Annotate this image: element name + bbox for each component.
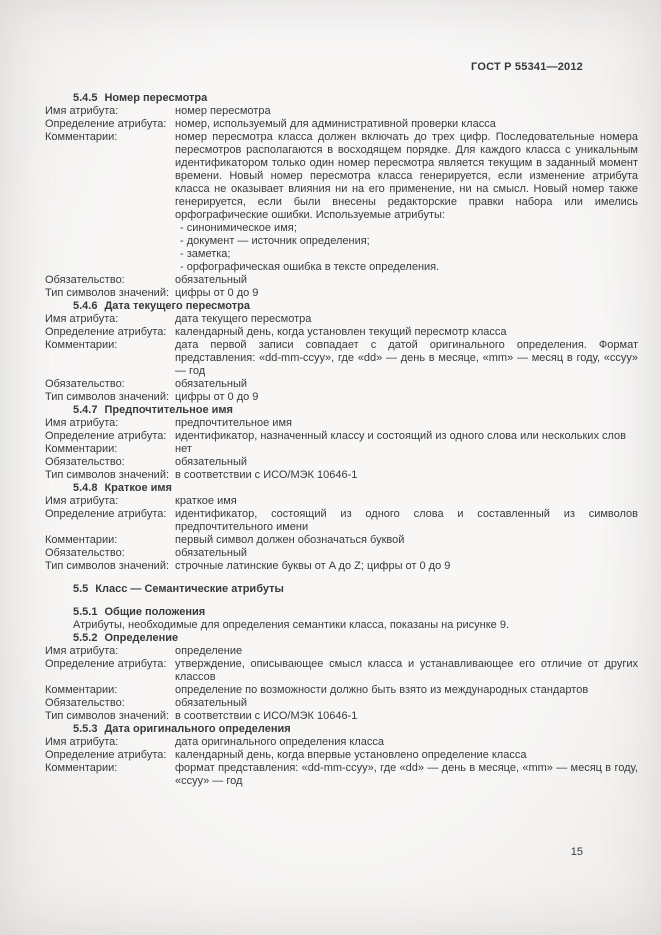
attribute-value-text: в соответствии с ИСО/МЭК 10646-1 — [175, 469, 358, 481]
attribute-row — [45, 456, 638, 469]
attribute-value-text: обязательный — [175, 697, 247, 709]
attribute-row — [45, 391, 638, 404]
attribute-value — [175, 534, 638, 547]
attribute-value-text: обязательный — [175, 378, 247, 390]
attribute-value — [175, 645, 638, 658]
attribute-value-text: номер пересмотра — [175, 105, 271, 117]
heading-number: 5.5.1 — [73, 606, 98, 618]
attribute-value-text: определение — [175, 645, 243, 657]
dash-list — [175, 222, 638, 274]
section-heading — [45, 300, 638, 313]
attribute-value-text: номер пересмотра класса должен включать до трех цифр. Последовательные номера пересмотров располагаются в восходящем порядке. Для каждого класса с уникальным идентификатором только один номер пересмотра является текущим в заданный момент времени. Новый номер пересмотра класса генерируется, если изменение атрибута класса не оказывает влияния ни на его применение, ни на смысл. Новый номер также генерируется, если были внесены редакторские правки набора или имелись орфографические ошибки. Используемые атрибуты: — [175, 131, 638, 221]
attribute-value-text: идентификатор, назначенный классу и состоящий из одного слова или нескольких слов — [175, 430, 627, 442]
attribute-value-text: идентификатор, состоящий из одного слова и составленный из символов предпочтительного имени — [175, 508, 638, 533]
attribute-label: Комментарии: — [45, 131, 118, 143]
attribute-label: Комментарии: — [45, 684, 118, 696]
attribute-value-text: нет — [175, 443, 192, 455]
attribute-value-text: первый символ должен обозначаться буквой — [175, 534, 405, 546]
attribute-value — [175, 274, 638, 287]
attribute-label: Комментарии: — [45, 762, 118, 774]
attribute-label: Имя атрибута: — [45, 313, 119, 325]
attribute-value-text: дата оригинального определения класса — [175, 736, 384, 748]
attribute-row — [45, 495, 638, 508]
dash-list-item: - синонимическое имя; — [180, 222, 297, 234]
section-heading — [45, 404, 638, 417]
attribute-label: Комментарии: — [45, 443, 118, 455]
attribute-value — [175, 443, 638, 456]
heading-title: Определение — [104, 632, 179, 644]
attribute-label: Тип символов значений: — [45, 560, 170, 572]
attribute-label: Имя атрибута: — [45, 645, 119, 657]
attribute-row — [45, 534, 638, 547]
attribute-value — [175, 456, 638, 469]
section-heading — [45, 606, 638, 619]
attribute-label: Обязательство: — [45, 697, 125, 709]
attribute-value — [175, 339, 638, 378]
attribute-row — [45, 274, 638, 287]
attribute-label: Имя атрибута: — [45, 105, 119, 117]
attribute-row — [45, 469, 638, 482]
attribute-row — [45, 131, 638, 274]
document-content — [45, 92, 638, 788]
attribute-value-text: краткое имя — [175, 495, 237, 507]
attribute-value — [175, 417, 638, 430]
attribute-value — [175, 287, 638, 300]
attribute-value — [175, 105, 638, 118]
heading-title: Общие положения — [104, 606, 206, 618]
attribute-value — [175, 326, 638, 339]
attribute-row — [45, 547, 638, 560]
heading-title: Класс — Семантические атрибуты — [95, 583, 284, 595]
heading-number: 5.4.5 — [73, 92, 98, 104]
heading-number: 5.5.2 — [73, 632, 98, 644]
attribute-row — [45, 710, 638, 723]
heading-title: Дата текущего пересмотра — [104, 300, 250, 312]
body-paragraph: Атрибуты, необходимые для определения семантики класса, показаны на рисунке 9. — [73, 619, 510, 631]
attribute-row — [45, 684, 638, 697]
heading-number: 5.4.8 — [73, 482, 98, 494]
attribute-value-text: строчные латинские буквы от A до Z; цифры от 0 до 9 — [175, 560, 451, 572]
attribute-row — [45, 658, 638, 684]
attribute-value-text: утверждение, описывающее смысл класса и устанавливающее его отличие от других классов — [175, 658, 638, 683]
attribute-row — [45, 417, 638, 430]
attribute-label: Обязательство: — [45, 547, 125, 559]
attribute-label: Определение атрибута: — [45, 658, 167, 670]
attribute-row — [45, 645, 638, 658]
attribute-row — [45, 736, 638, 749]
attribute-row — [45, 378, 638, 391]
dash-list-item: - документ — источник определения; — [180, 235, 370, 247]
standard-designation: ГОСТ Р 55341—2012 — [471, 61, 583, 73]
page-footer — [571, 846, 583, 858]
attribute-value — [175, 118, 638, 131]
attribute-label: Обязательство: — [45, 378, 125, 390]
attribute-value-text: календарный день, когда установлен текущий пересмотр класса — [175, 326, 507, 338]
attribute-row — [45, 339, 638, 378]
attribute-value — [175, 684, 638, 697]
attribute-value — [175, 430, 638, 443]
attribute-value-text: дата текущего пересмотра — [175, 313, 312, 325]
attribute-value — [175, 749, 638, 762]
attribute-label: Определение атрибута: — [45, 118, 167, 130]
dash-list-item: - заметка; — [180, 248, 231, 260]
attribute-row — [45, 105, 638, 118]
attribute-value — [175, 710, 638, 723]
attribute-value — [175, 313, 638, 326]
attribute-value — [175, 736, 638, 749]
attribute-row — [45, 762, 638, 788]
attribute-label: Определение атрибута: — [45, 508, 167, 520]
heading-number: 5.5.3 — [73, 723, 98, 735]
attribute-value-text: календарный день, когда впервые установлено определение класса — [175, 749, 527, 761]
attribute-row — [45, 287, 638, 300]
attribute-label: Имя атрибута: — [45, 495, 119, 507]
attribute-value — [175, 391, 638, 404]
attribute-value — [175, 560, 638, 573]
attribute-value — [175, 658, 638, 684]
heading-title: Номер пересмотра — [104, 92, 208, 104]
attribute-row — [45, 749, 638, 762]
attribute-label: Определение атрибута: — [45, 430, 167, 442]
attribute-value-text: определение по возможности должно быть взято из международных стандартов — [175, 684, 589, 696]
section-heading — [45, 92, 638, 105]
section-heading — [45, 482, 638, 495]
dash-list-item: - орфографическая ошибка в тексте определения. — [180, 261, 440, 273]
attribute-value — [175, 469, 638, 482]
section-heading — [45, 632, 638, 645]
attribute-row — [45, 326, 638, 339]
attribute-value-text: дата первой записи совпадает с датой оригинального определения. Формат представления: «dd-mm-ccyy», где «dd» — день в месяце, «mm» — месяц в году, «ccyy» — год — [175, 339, 638, 377]
attribute-label: Тип символов значений: — [45, 391, 170, 403]
attribute-label: Тип символов значений: — [45, 469, 170, 481]
attribute-label: Тип символов значений: — [45, 710, 170, 722]
attribute-value — [175, 697, 638, 710]
attribute-value-text: обязательный — [175, 456, 247, 468]
heading-number: 5.5 — [73, 583, 89, 595]
attribute-value-text: номер, используемый для административной проверки класса — [175, 118, 496, 130]
attribute-label: Комментарии: — [45, 534, 118, 546]
attribute-value — [175, 131, 638, 274]
attribute-row — [45, 313, 638, 326]
attribute-label: Обязательство: — [45, 274, 125, 286]
attribute-value — [175, 378, 638, 391]
attribute-label: Определение атрибута: — [45, 326, 167, 338]
heading-title: Предпочтительное имя — [104, 404, 233, 416]
attribute-value-text: предпочтительное имя — [175, 417, 292, 429]
attribute-row — [45, 560, 638, 573]
attribute-value-text: в соответствии с ИСО/МЭК 10646-1 — [175, 710, 358, 722]
attribute-value — [175, 495, 638, 508]
heading-number: 5.4.6 — [73, 300, 98, 312]
attribute-label: Имя атрибута: — [45, 736, 119, 748]
attribute-value — [175, 547, 638, 560]
attribute-row — [45, 508, 638, 534]
section-heading — [45, 723, 638, 736]
heading-title: Краткое имя — [104, 482, 172, 494]
attribute-label: Определение атрибута: — [45, 749, 167, 761]
heading-number: 5.4.7 — [73, 404, 98, 416]
attribute-label: Имя атрибута: — [45, 417, 119, 429]
attribute-label: Тип символов значений: — [45, 287, 170, 299]
attribute-label: Комментарии: — [45, 339, 118, 351]
attribute-value-text: обязательный — [175, 547, 247, 559]
attribute-row — [45, 443, 638, 456]
attribute-value-text: цифры от 0 до 9 — [175, 391, 259, 403]
attribute-row — [45, 430, 638, 443]
page-number: 15 — [570, 846, 583, 858]
attribute-label: Обязательство: — [45, 456, 125, 468]
attribute-value-text: цифры от 0 до 9 — [175, 287, 259, 299]
attribute-value — [175, 762, 638, 788]
document-header — [471, 61, 583, 73]
attribute-value-text: формат представления: «dd-mm-ccyy», где «dd» — день в месяце, «mm» — месяц в году, «ccyy» — год — [175, 762, 638, 787]
chapter-heading — [45, 583, 638, 596]
attribute-value — [175, 508, 638, 534]
attribute-row — [45, 118, 638, 131]
attribute-row — [45, 697, 638, 710]
heading-title: Дата оригинального определения — [104, 723, 291, 735]
attribute-value-text: обязательный — [175, 274, 247, 286]
